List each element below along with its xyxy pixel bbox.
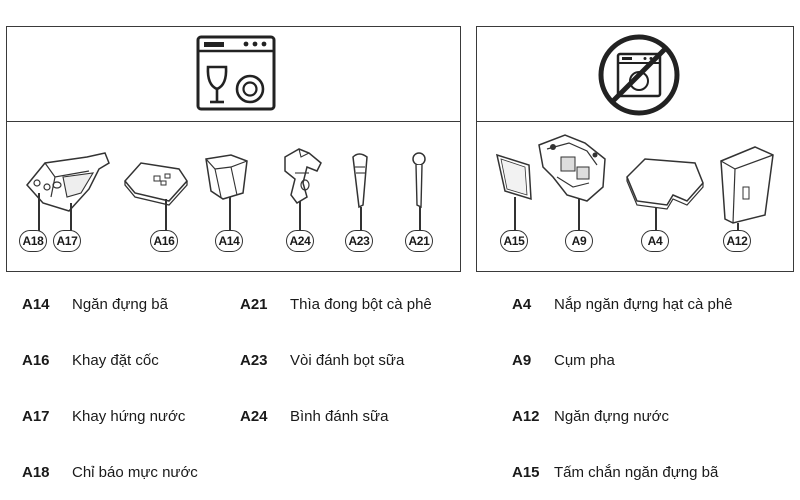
part-badge-a15: A15 xyxy=(500,230,528,252)
part-badge-a17: A17 xyxy=(53,230,81,252)
legend-name: Cụm pha xyxy=(554,352,615,369)
legend-name: Thìa đong bột cà phê xyxy=(290,296,432,313)
legend-code: A18 xyxy=(22,464,50,481)
leader-line xyxy=(578,199,580,231)
part-badge-a14: A14 xyxy=(215,230,243,252)
leader-line xyxy=(299,201,301,231)
leader-line xyxy=(165,199,167,231)
legend-code: A23 xyxy=(240,352,268,369)
legend-code: A9 xyxy=(512,352,532,369)
leader-line xyxy=(360,207,362,231)
legend-name: Tấm chắn ngăn đựng bã xyxy=(554,464,719,481)
legend-code: A24 xyxy=(240,408,268,425)
not-dishwasher-safe-panel xyxy=(476,26,794,272)
legend-name: Ngăn đựng bã xyxy=(72,296,168,313)
leader-line xyxy=(419,207,421,231)
part-badge-a9: A9 xyxy=(565,230,593,252)
part-badge-a18: A18 xyxy=(19,230,47,252)
legend-name: Khay đặt cốc xyxy=(72,352,159,369)
dishwasher-safe-panel xyxy=(6,26,461,272)
part-badge-a16: A16 xyxy=(150,230,178,252)
legend-name: Ngăn đựng nước xyxy=(554,408,669,425)
part-badge-a23: A23 xyxy=(345,230,373,252)
legend-code: A16 xyxy=(22,352,50,369)
leader-line xyxy=(514,197,516,231)
leader-line xyxy=(229,197,231,231)
leader-line xyxy=(70,203,72,231)
part-badge-a21: A21 xyxy=(405,230,433,252)
legend-name: Bình đánh sữa xyxy=(290,408,389,425)
legend-code: A4 xyxy=(512,296,532,313)
legend-name: Chỉ báo mực nước xyxy=(72,464,198,481)
legend-code: A15 xyxy=(512,464,540,481)
legend-code: A12 xyxy=(512,408,540,425)
leader-line xyxy=(38,193,40,231)
legend-code: A21 xyxy=(240,296,268,313)
legend-code: A14 xyxy=(22,296,50,313)
part-badge-a4: A4 xyxy=(641,230,669,252)
legend-name: Khay hứng nước xyxy=(72,408,186,425)
legend-name: Nắp ngăn đựng hạt cà phê xyxy=(554,296,733,313)
part-badge-a24: A24 xyxy=(286,230,314,252)
legend-name: Vòi đánh bọt sữa xyxy=(290,352,405,369)
legend-code: A17 xyxy=(22,408,50,425)
leader-line xyxy=(655,207,657,231)
part-badge-a12: A12 xyxy=(723,230,751,252)
